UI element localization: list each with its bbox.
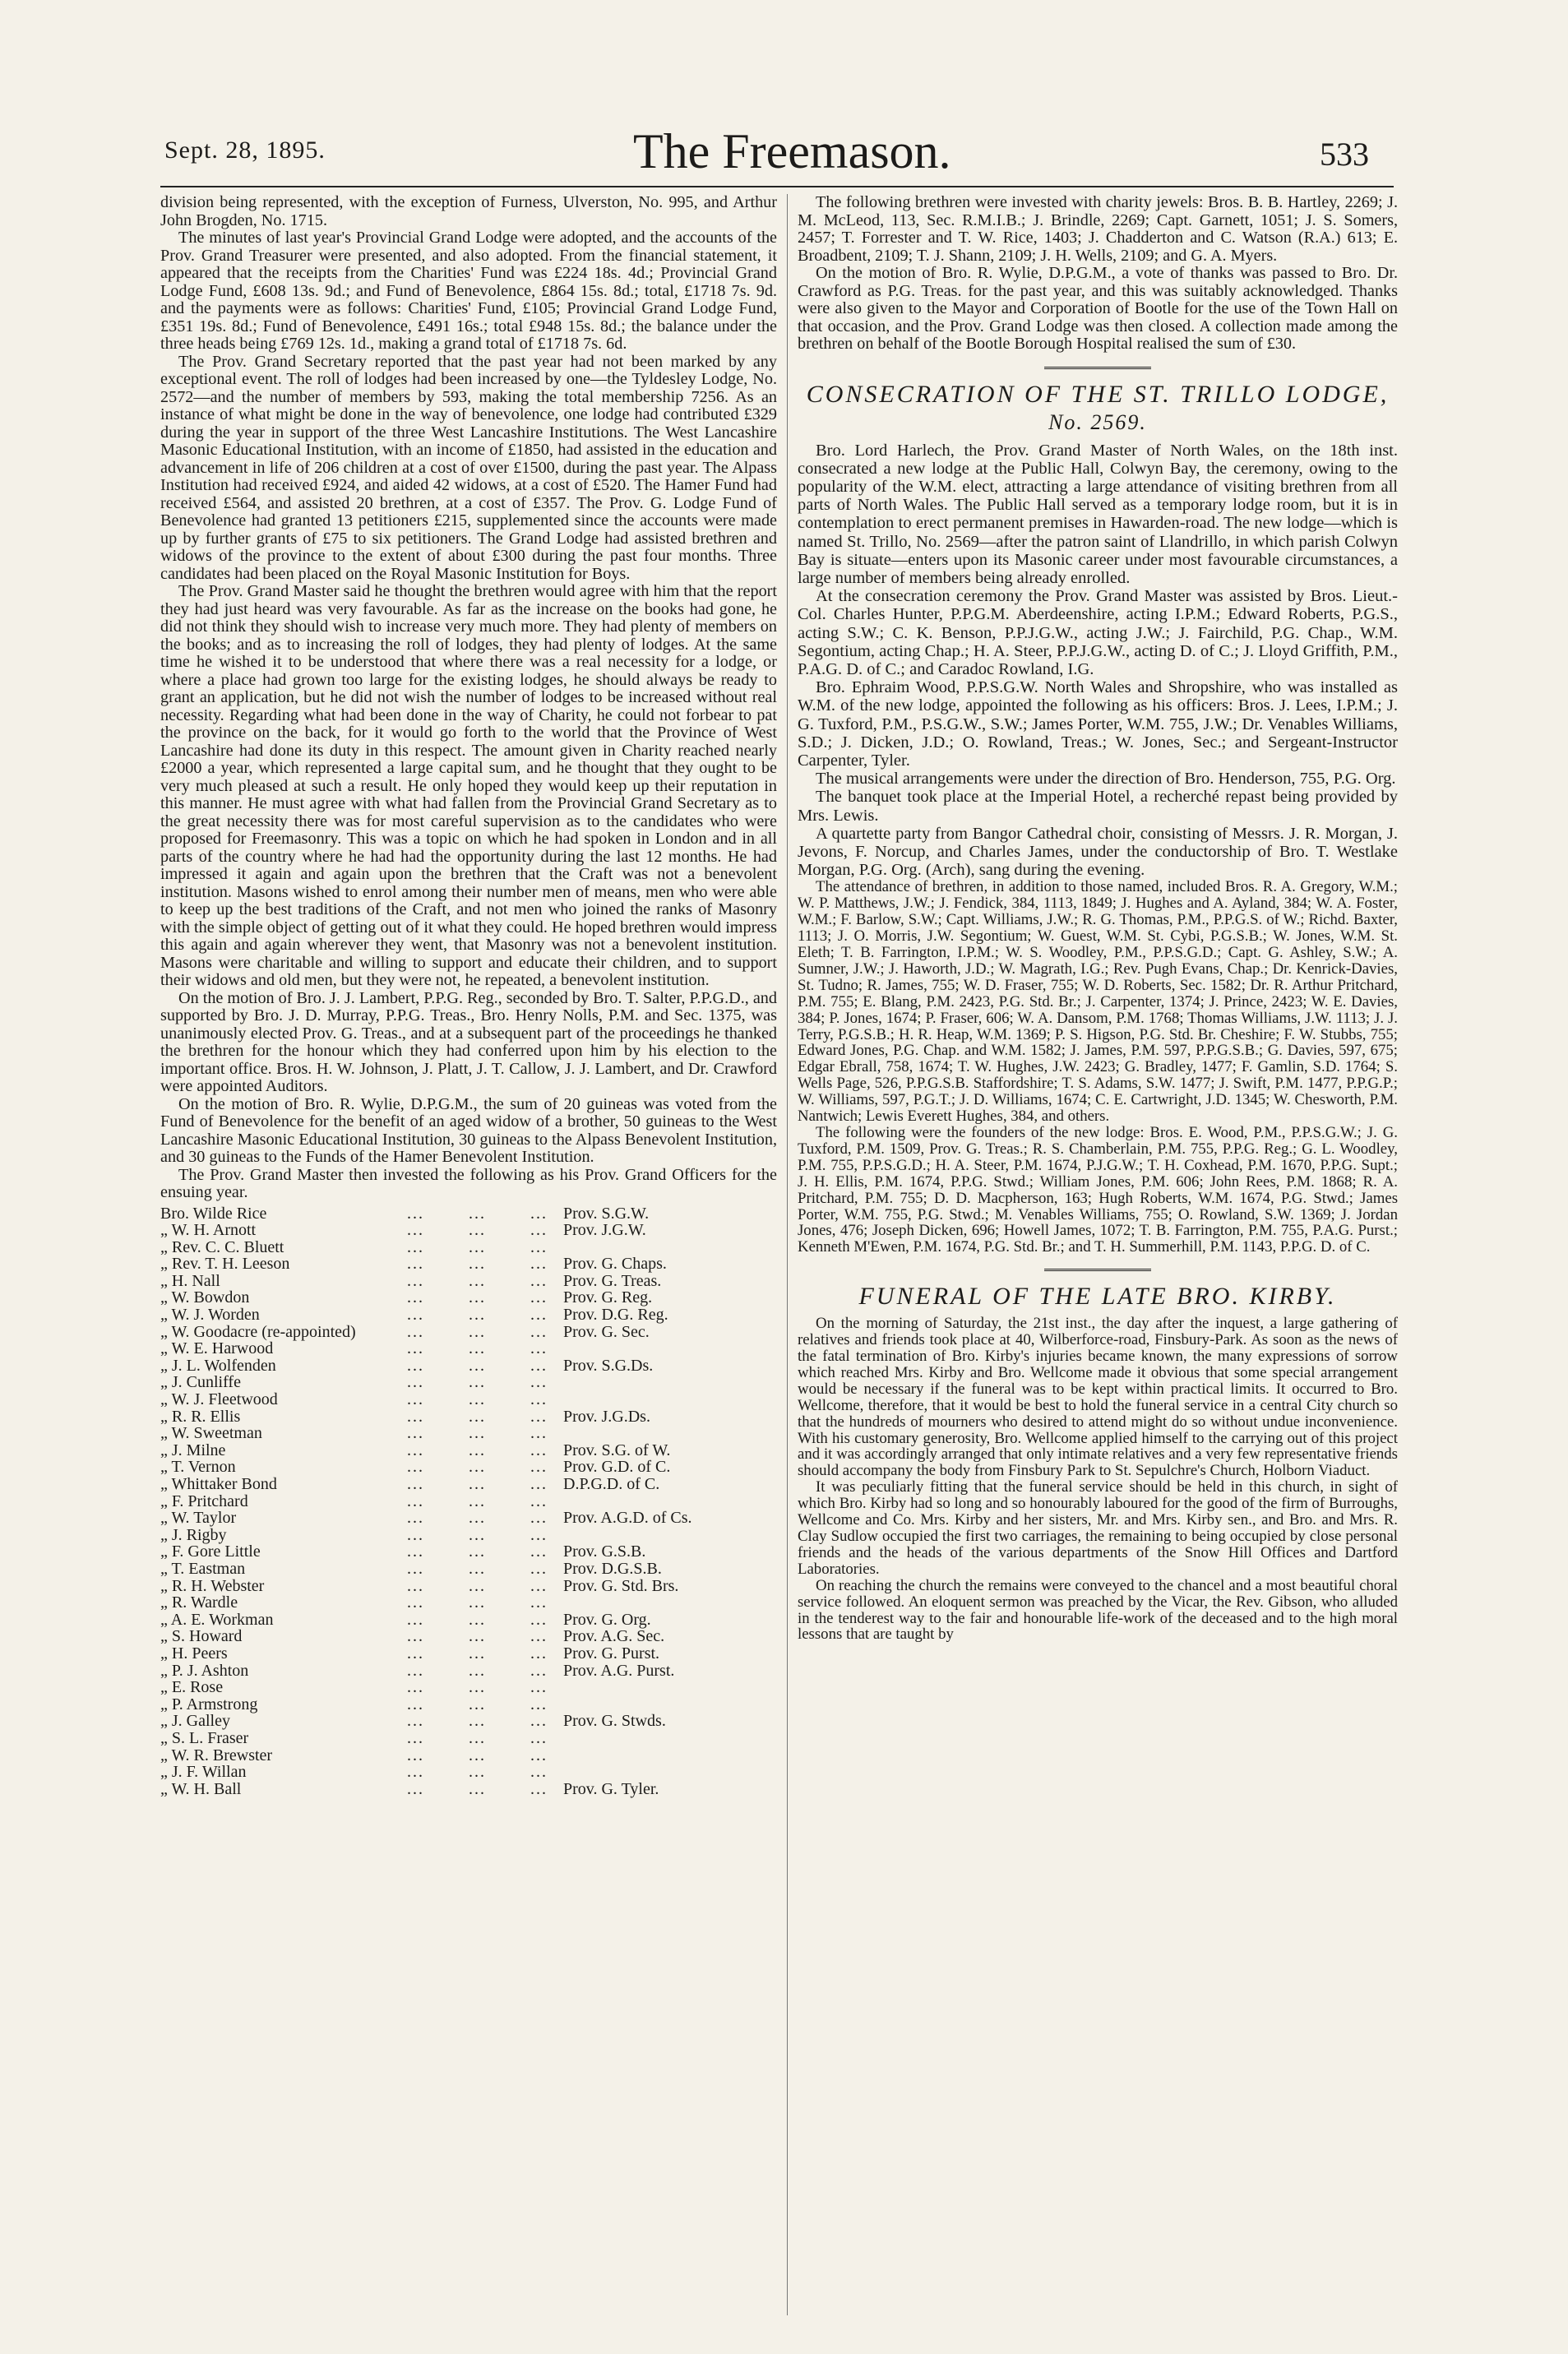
leader-dots: ... xyxy=(530,1255,548,1274)
officer-row xyxy=(160,1764,777,1781)
leader-dots: ... xyxy=(469,1491,486,1510)
officer-name: „ W. R. Brewster xyxy=(160,1746,273,1764)
masthead-rule xyxy=(160,186,1394,187)
paragraph: The following brethren were invested with charity jewels: Bros. B. B. Hartley, 2269; J. M. McLeod, 113, Sec. R.M.I.B.; J. Brindle, 2269; Capt. Garnett, 1051; J. S. Somers, 2457; T. Forrester and T. W. Rice, 1403; J. Chadderton and C. Watson (R.A.) 613; E. Broadbent, 2109; T. J. Shann, 2109; J. H. Wells, 2109; and G. A. Myers. xyxy=(798,194,1398,265)
leader-dots: ... xyxy=(530,1475,548,1493)
leader-dots: ... xyxy=(530,1204,548,1223)
officer-office xyxy=(563,1527,777,1544)
paragraph: The banquet took place at the Imperial Hotel, a recherché repast being provided by Mrs. Lewis. xyxy=(798,788,1398,825)
leader-dots: ... xyxy=(469,1593,486,1612)
leader-dots: ... xyxy=(469,1288,486,1307)
leader-dots: ... xyxy=(469,1339,486,1358)
leader-dots: ... xyxy=(407,1763,424,1782)
officer-name: „ P. J. Ashton xyxy=(160,1661,249,1680)
leader-dots: ... xyxy=(530,1779,548,1798)
officer-name: „ W. Taylor xyxy=(160,1509,237,1528)
paragraph: On the morning of Saturday, the 21st inst., the day after the inquest, a large gathering of relatives and friends took place at 40, Wilberforce-road, Finsbury-Park. As soon as the news of the fatal termination of Bro. Kirby's injuries became known, the many expressions of sorrow which reached Mrs. Kirby and Bro. Wellcome made it obvious that some special arrangement would be necessary if the funeral was to be kept within practical limits. It occurred to Bro. Wellcome, therefore, that it would be best to hold the funeral service in a central City church so that the hundreds of mourners who desired to attend might do so without undue inconvenience. With his customary generosity, Bro. Wellcome applied himself to the carrying out of this project and it was accordingly arranged that only intimate relatives and a very few representative friends should accompany the body from Finsbury Park to St. Sepulchre's Church, Holborn Viaduct. xyxy=(798,1315,1398,1480)
officer-office xyxy=(563,1493,777,1510)
officer-office: Prov. D.G.S.B. xyxy=(563,1559,662,1578)
officer-name: „ Whittaker Bond xyxy=(160,1475,277,1493)
leader-dots: ... xyxy=(407,1525,424,1544)
officer-row xyxy=(160,1391,777,1408)
issue-date: Sept. 28, 1895. xyxy=(164,136,326,164)
officer-name: „ S. L. Fraser xyxy=(160,1728,249,1747)
paragraph: The Prov. Grand Master said he thought the brethren would agree with him that the report they had just heard was very favourable. As far as the increase on the books had gone, he did not think they should wish to increase very much more. They had plenty of members on the books; and as to increasing the roll of lodges, they had plenty of lodges. At the same time he wished it to be understood that where there was a real necessity for a lodge, or where a place had grown too large for the existing lodges, he should always be ready to grant an application, but he did not wish the number of lodges to be increased without real necessity. Regarding what had been done in the way of Charity, he could not forbear to pat the province on the back, for it would go forth to the world that the Province of West Lancashire had done its duty in this respect. The amount given in Charity reached nearly £2000 a year, which represented a large capital sum, and he thought that they ought to be very much pleased at such a result. He only hoped they would keep up their reputation in this manner. He must agree with what had fallen from the Provincial Grand Secretary as to the great necessity there was for most careful supervision as to the candidates who were proposed for Freemasonry. This was a topic on which he had spoken in London and in all parts of the country where he had had the opportunity during the last 12 months. He had impressed it again and again upon the brethren that the Craft was not a benevolent institution. Masons wished to enrol among their number men of means, men who were able to keep up the best traditions of the Craft, and not men who joined the ranks of Masonry with the simple object of getting out of it what they could. He hoped brethren would impress this again and again wherever they went, that Masonry was not a benevolent institution. Masons were charitable and willing to support and educate their children, and to support their widows and old men, but they were not, he repeated, a benevolent institution. xyxy=(160,582,777,989)
officer-office: Prov. G.D. of C. xyxy=(563,1458,671,1477)
officer-name: „ F. Gore Little xyxy=(160,1542,261,1561)
officer-name: „ A. E. Workman xyxy=(160,1610,274,1629)
section-separator xyxy=(1044,1269,1151,1274)
leader-dots: ... xyxy=(407,1288,424,1307)
right-column xyxy=(798,194,1398,2324)
officer-row xyxy=(160,1747,777,1764)
officer-office: Prov. G. Tyler. xyxy=(563,1779,659,1798)
publication-title: The Freemason. xyxy=(633,124,951,178)
leader-dots: ... xyxy=(530,1288,548,1307)
officer-office: Prov. G. Std. Brs. xyxy=(563,1576,679,1595)
leader-dots: ... xyxy=(469,1728,486,1747)
leader-dots: ... xyxy=(469,1306,486,1325)
officer-name: „ R. H. Webster xyxy=(160,1576,265,1595)
officer-office: Prov. A.G. Sec. xyxy=(563,1627,665,1646)
officer-name: „ H. Nall xyxy=(160,1271,220,1290)
officer-name: „ R. Wardle xyxy=(160,1593,238,1612)
officer-name: „ W. H. Ball xyxy=(160,1779,242,1798)
leader-dots: ... xyxy=(469,1559,486,1578)
leader-dots: ... xyxy=(469,1356,486,1375)
officer-row xyxy=(160,1679,777,1696)
leader-dots: ... xyxy=(469,1271,486,1290)
officer-row xyxy=(160,1408,777,1426)
paragraph: On the motion of Bro. R. Wylie, D.P.G.M., a vote of thanks was passed to Bro. Dr. Crawford as P.G. Treas. for the past year, and this was suitably acknowledged. Thanks were also given to the Mayor and Corporation of Bootle for the use of the Town Hall on that occasion, and the Prov. Grand Lodge was then closed. A collection made among the brethren on behalf of the Bootle Borough Hospital realised the sum of £30. xyxy=(798,264,1398,353)
leader-dots: ... xyxy=(407,1373,424,1392)
leader-dots: ... xyxy=(407,1542,424,1561)
officer-row xyxy=(160,1374,777,1391)
leader-dots: ... xyxy=(530,1390,548,1409)
officer-row xyxy=(160,1425,777,1442)
leader-dots: ... xyxy=(469,1627,486,1646)
officer-name: „ Rev. C. C. Bluett xyxy=(160,1237,284,1256)
officer-office xyxy=(563,1340,777,1357)
officer-office xyxy=(563,1764,777,1781)
leader-dots: ... xyxy=(469,1746,486,1764)
officer-office xyxy=(563,1679,777,1696)
leader-dots: ... xyxy=(469,1678,486,1697)
officer-row xyxy=(160,1663,777,1680)
leader-dots: ... xyxy=(407,1678,424,1697)
officer-row xyxy=(160,1306,777,1324)
leader-dots: ... xyxy=(469,1458,486,1477)
leader-dots: ... xyxy=(530,1542,548,1561)
officer-row xyxy=(160,1476,777,1493)
leader-dots: ... xyxy=(469,1610,486,1629)
leader-dots: ... xyxy=(530,1559,548,1578)
leader-dots: ... xyxy=(469,1237,486,1256)
paragraph: On the motion of Bro. R. Wylie, D.P.G.M., the sum of 20 guineas was voted from the Fund of Benevolence for the benefit of an aged widow of a brother, 50 guineas to the West Lancashire Masonic Educational Institution, 30 guineas to the Alpass Benevolent Institution, and 30 guineas to the Funds of the Hamer Benevolent Institution. xyxy=(160,1094,777,1166)
leader-dots: ... xyxy=(407,1695,424,1713)
officer-row xyxy=(160,1222,777,1239)
leader-dots: ... xyxy=(530,1695,548,1713)
officer-name: „ F. Pritchard xyxy=(160,1491,248,1510)
officer-name: „ W. Goodacre (re-appointed) xyxy=(160,1322,356,1341)
leader-dots: ... xyxy=(530,1509,548,1528)
officer-office: Prov. J.G.Ds. xyxy=(563,1407,650,1426)
officer-row xyxy=(160,1527,777,1544)
leader-dots: ... xyxy=(469,1661,486,1680)
leader-dots: ... xyxy=(407,1339,424,1358)
leader-dots: ... xyxy=(530,1610,548,1629)
officer-office: Prov. S.G. of W. xyxy=(563,1441,671,1459)
paragraph: The musical arrangements were under the direction of Bro. Henderson, 755, P.G. Org. xyxy=(816,770,1396,789)
leader-dots: ... xyxy=(407,1322,424,1341)
paragraph: At the consecration ceremony the Prov. Grand Master was assisted by Bros. Lieut.-Col. Charles Hunter, P.P.G.M. Aberdeenshire, acting I.P.M.; Edward Roberts, P.G.S., acting S.W.; C. K. Benson, P.P.J.G.W., acting J.W.; J. Fairchild, P.G. Chap., W.M. Segontium, acting Chap.; H. A. Steer, P.P.J.G.W., acting D. of C.; J. Lloyd Griffith, P.M., P.A.G. D. of C.; and Caradoc Rowland, I.G. xyxy=(798,587,1398,678)
leader-dots: ... xyxy=(469,1525,486,1544)
leader-dots: ... xyxy=(407,1424,424,1443)
officer-office: Prov. A.G. Purst. xyxy=(563,1661,675,1680)
officer-name: „ P. Armstrong xyxy=(160,1695,258,1713)
officer-office: Prov. G. Purst. xyxy=(563,1644,660,1663)
leader-dots: ... xyxy=(469,1221,486,1240)
leader-dots: ... xyxy=(530,1237,548,1256)
officer-row xyxy=(160,1713,777,1730)
paragraph: Bro. Ephraim Wood, P.P.S.G.W. North Wales and Shropshire, who was installed as W.M. of the new lodge, appointed the following as his officers: Bros. J. Lees, I.P.M.; J. G. Tuxford, P.M., P.S.G.W., S.W.; James Porter, W.M. 755, J.W.; Dr. Venables Williams, S.D.; J. Dicken, J.D.; O. Rowland, Treas.; W. Jones, Sec.; and Sergeant-Instructor Carpenter, Tyler. xyxy=(798,678,1398,770)
officer-row xyxy=(160,1357,777,1375)
officer-office xyxy=(563,1374,777,1391)
leader-dots: ... xyxy=(469,1475,486,1493)
officer-office: Prov. G.S.B. xyxy=(563,1542,646,1561)
officer-office: Prov. G. Chaps. xyxy=(563,1255,667,1274)
leader-dots: ... xyxy=(407,1237,424,1256)
officer-name: „ J. Rigby xyxy=(160,1525,227,1544)
officer-row xyxy=(160,1493,777,1510)
officer-office: Prov. J.G.W. xyxy=(563,1221,646,1240)
paragraph: The following were the founders of the new lodge: Bros. E. Wood, P.M., P.P.S.G.W.; J. G. Tuxford, P.M. 1509, Prov. G. Treas.; R. S. Chamberlain, P.M. 755, P.P.G. Reg.; G. L. Woodley, P.M. 755, P.P.S.G.D.; H. A. Steer, P.M. 1674, P.J.G.W.; T. H. Coxhead, P.M. 1670, P.P.G. Supt.; J. H. Ellis, P.M. 1674, P.P.G. Stwd.; William Jones, P.M. 606; John Rees, P.M. 1868; R. A. Pritchard, P.M. 755; D. D. Macpherson, 163; Hugh Roberts, W.M. 1674, P.G. Stwd.; James Porter, W.M. 755, P.G. Stwd.; M. Venables Williams, 755; O. Rowland, S.W. 1369; J. Jordan Jones, 476; Joseph Dicken, 696; Howell James, 1072; T. B. Farrington, P.M. 755, P.A.G. Purst.; Kenneth M'Ewen, P.M. 1674, P.G. Std. Br.; and T. H. Summerhill, P.M. 1143, P.P.G. D. of C. xyxy=(798,1123,1398,1256)
heading-text: CONSECRATION OF THE ST. TRILLO LODGE, xyxy=(806,380,1390,408)
paragraph: Bro. Lord Harlech, the Prov. Grand Master of North Wales, on the 18th inst. consecrated a new lodge at the Public Hall, Colwyn Bay, the ceremony, owing to the popularity of the W.M. elect, attracting a large attendance of visiting brethren from all parts of North Wales. The Public Hall served as a temporary lodge room, but it is in contemplation to erect permanent premises in Hawarden-road. The new lodge—which is named St. Trillo, No. 2569—after the patron saint of Llandrillo, in which parish Colwyn Bay is situate—enters upon its Masonic career under most favourable circumstances, a large number of members being already enrolled. xyxy=(798,441,1398,587)
officer-office xyxy=(563,1425,777,1442)
paragraph: On the motion of Bro. J. J. Lambert, P.P.G. Reg., seconded by Bro. T. Salter, P.P.G.D., and supported by Bro. J. D. Murray, P.P.G. Treas., Bro. Henry Nolls, P.M. and Sec. 1375, was unanimously elected Prov. G. Treas., and at a subsequent part of the proceedings he thanked the brethren for the honour which they had conferred upon him by his election to the important office. Bros. H. W. Johnson, J. Platt, J. T. Callow, J. J. Lambert, and Dr. Crawford were appointed Auditors. xyxy=(160,988,777,1095)
section-heading-consecration xyxy=(798,381,1398,437)
officer-name: „ S. Howard xyxy=(160,1627,243,1646)
officer-office xyxy=(563,1239,777,1256)
leader-dots: ... xyxy=(530,1763,548,1782)
officer-name: „ T. Vernon xyxy=(160,1458,236,1477)
leader-dots: ... xyxy=(469,1424,486,1443)
officer-row xyxy=(160,1442,777,1459)
officer-office: Prov. A.G.D. of Cs. xyxy=(563,1509,692,1528)
leader-dots: ... xyxy=(469,1255,486,1274)
leader-dots: ... xyxy=(530,1678,548,1697)
leader-dots: ... xyxy=(407,1644,424,1663)
leader-dots: ... xyxy=(469,1576,486,1595)
page-number: 533 xyxy=(1320,136,1369,173)
leader-dots: ... xyxy=(469,1712,486,1731)
leader-dots: ... xyxy=(530,1576,548,1595)
officer-name: „ W. E. Harwood xyxy=(160,1339,274,1358)
officer-row xyxy=(160,1459,777,1476)
officer-row xyxy=(160,1730,777,1747)
officer-row xyxy=(160,1239,777,1256)
officer-row xyxy=(160,1645,777,1663)
heading-lodge-number: No. 2569. xyxy=(1048,409,1147,434)
officer-office: Prov. G. Stwds. xyxy=(563,1712,666,1731)
officer-office xyxy=(563,1730,777,1747)
officer-row xyxy=(160,1205,777,1223)
leader-dots: ... xyxy=(530,1221,548,1240)
leader-dots: ... xyxy=(530,1458,548,1477)
paragraph: The Prov. Grand Master then invested the following as his Prov. Grand Officers for the ensuing year. xyxy=(160,1165,777,1201)
officer-office: Prov. G. Reg. xyxy=(563,1288,653,1307)
left-column xyxy=(160,194,777,2324)
leader-dots: ... xyxy=(469,1322,486,1341)
officer-office: Prov. D.G. Reg. xyxy=(563,1306,668,1325)
leader-dots: ... xyxy=(469,1779,486,1798)
leader-dots: ... xyxy=(407,1779,424,1798)
section-heading-funeral: FUNERAL OF THE LATE BRO. KIRBY. xyxy=(858,1283,1337,1311)
leader-dots: ... xyxy=(407,1306,424,1325)
leader-dots: ... xyxy=(469,1407,486,1426)
leader-dots: ... xyxy=(530,1661,548,1680)
leader-dots: ... xyxy=(530,1356,548,1375)
leader-dots: ... xyxy=(407,1271,424,1290)
section-separator xyxy=(1044,367,1151,372)
officer-name: „ R. R. Ellis xyxy=(160,1407,241,1426)
officer-name: „ J. Milne xyxy=(160,1441,226,1459)
officer-office: Prov. G. Treas. xyxy=(563,1271,662,1290)
officer-office: Prov. G. Org. xyxy=(563,1610,651,1629)
leader-dots: ... xyxy=(407,1475,424,1493)
leader-dots: ... xyxy=(530,1306,548,1325)
officer-office: D.P.G.D. of C. xyxy=(563,1475,660,1493)
officer-name: „ E. Rose xyxy=(160,1678,224,1697)
leader-dots: ... xyxy=(407,1491,424,1510)
leader-dots: ... xyxy=(530,1322,548,1341)
paragraph: On reaching the church the remains were conveyed to the chancel and a most beautiful choral service followed. An eloquent sermon was preached by the Vicar, the Rev. Gibson, who alluded in the tenderest way to the fair and honourable life-work of the deceased and to the high moral lessons that are taught by xyxy=(798,1576,1398,1644)
officer-name: „ J. F. Willan xyxy=(160,1763,247,1782)
leader-dots: ... xyxy=(469,1204,486,1223)
leader-dots: ... xyxy=(469,1542,486,1561)
officer-name: „ W. Bowdon xyxy=(160,1288,250,1307)
paragraph: The attendance of brethren, in addition to those named, included Bros. R. A. Gregory, W.M.; W. P. Matthews, J.W.; J. Fendick, 384, 1113, 1849; J. Hughes and A. Ayland, 384; W. A. Foster, W.M.; F. Barlow, S.W.; Capt. Williams, J.W.; R. G. Thomas, P.M., P.P.G.S. of W.; Richd. Baxter, 1113; J. O. Morris, J.W. Segontium; W. Guest, W.M. St. Cybi, P.G.S.B.; W. Jones, W.M. St. Eleth; T. B. Farrington, I.P.M.; W. S. Woodley, P.M., P.P.S.G.D.; Capt. G. Ashley, S.W.; A. Sumner, J.W.; J. Haworth, J.D.; W. Magrath, I.G.; Rev. Pugh Evans, Chap.; Dr. Kenrick-Davies, St. Tudno; R. James, 755; W. D. Fraser, 755; W. D. Roberts, Sec. 1582; Dr. R. Arthur Pritchard, P.M. 755; E. Blang, P.M. 2423, P.G. Std. Br.; J. Carpenter, 1374; J. Prince, 2423; W. E. Davies, 384; P. Jones, 1674; P. Fraser, 606; W. A. Dansom, P.M. 1768; Thomas Williams, J.W. 1113; J. J. Terry, P.G.S.B.; H. R. Heap, W.M. 1369; P. S. Higson, P.G. Std. Br. Cheshire; F. W. Stubbs, 755; Edward Jones, P.G. Chap. and W.M. 1582; J. James, P.M. 597, P.P.G.S.B.; G. Davies, 597, 675; Edgar Ebrall, 758, 1674; T. W. Hughes, J.W. 2423; G. Bradley, 1477; F. Gamlin, S.D. 1764; S. Wells Page, 526, P.P.G.S.B. Staffordshire; T. S. Adams, S.W. 1477; J. Swift, P.M. 1477, P.P.G.P.; W. Williams, 597, P.G.T.; J. D. Williams, 1674; C. E. Cartwright, J.D. 1345; W. Chesworth, P.M. Nantwich; Lewis Everett Hughes, 384, and others. xyxy=(798,878,1398,1126)
leader-dots: ... xyxy=(407,1746,424,1764)
leader-dots: ... xyxy=(407,1204,424,1223)
leader-dots: ... xyxy=(469,1644,486,1663)
officer-row xyxy=(160,1324,777,1341)
leader-dots: ... xyxy=(407,1390,424,1409)
leader-dots: ... xyxy=(530,1373,548,1392)
paragraph: The minutes of last year's Provincial Grand Lodge were adopted, and the accounts of the Prov. Grand Treasurer were presented, and also adopted. From the financial statement, it appeared that the receipts from the Charities' Fund was £224 18s. 4d.; Provincial Grand Lodge Fund, £608 13s. 9d.; and Fund of Benevolence, £864 15s. 8d.; total, £1718 7s. 9d. and the payments were as follows: Charities' Fund, £105; Provincial Grand Lodge Fund, £351 19s. 8d.; Fund of Benevolence, £491 16s.; total £948 15s. 8d.; the balance under the three heads being £769 12s. 1d., making a grand total of £1718 7s. 6d. xyxy=(160,229,777,353)
paragraph: It was peculiarly fitting that the funeral service should be held in this church, in sight of which Bro. Kirby had so long and so honourably laboured for the good of the firm of Burroughs, Wellcome and Co. Mrs. Kirby and her sisters, Mr. and Mrs. Kirby sen., and Bro. and Mrs. R. Clay Sudlow occupied the first two carriages, the remaining to being occupied by close personal friends and the heads of the various departments of the Snow Hill Offices and Dartford Laboratories. xyxy=(798,1478,1398,1578)
officers-list xyxy=(160,1205,777,1798)
masthead xyxy=(0,0,1568,189)
officer-name: „ T. Eastman xyxy=(160,1559,246,1578)
leader-dots: ... xyxy=(530,1746,548,1764)
officer-office xyxy=(563,1696,777,1713)
leader-dots: ... xyxy=(530,1728,548,1747)
paragraph: A quartette party from Bangor Cathedral choir, consisting of Messrs. J. R. Morgan, J. Jevons, F. Norcup, and Charles James, under the conductorship of Bro. T. Westlake Morgan, P.G. Org. (Arch), sang during the evening. xyxy=(798,824,1398,880)
leader-dots: ... xyxy=(530,1491,548,1510)
officer-office xyxy=(563,1594,777,1612)
leader-dots: ... xyxy=(530,1525,548,1544)
officer-row xyxy=(160,1340,777,1357)
leader-dots: ... xyxy=(407,1441,424,1459)
paragraph: division being represented, with the exception of Furness, Ulverston, No. 995, and Arthur John Brogden, No. 1715. xyxy=(160,194,777,229)
leader-dots: ... xyxy=(407,1509,424,1528)
leader-dots: ... xyxy=(530,1593,548,1612)
leader-dots: ... xyxy=(407,1661,424,1680)
officer-row xyxy=(160,1273,777,1290)
leader-dots: ... xyxy=(407,1559,424,1578)
leader-dots: ... xyxy=(407,1728,424,1747)
leader-dots: ... xyxy=(530,1407,548,1426)
officer-office xyxy=(563,1391,777,1408)
leader-dots: ... xyxy=(469,1441,486,1459)
officer-name: Bro. Wilde Rice xyxy=(160,1204,267,1223)
paragraph: The Prov. Grand Secretary reported that the past year had not been marked by any exceptional event. The roll of lodges had been increased by one—the Tyldesley Lodge, No. 2572—and the number of members by 593, making the total membership 7256. As an instance of what might be done in the way of benevolence, one lodge had contributed £329 during the year in support of the three West Lancashire Institutions. The West Lancashire Masonic Educational Institution, with an income of £1850, had assisted in the education and advancement in life of 206 children at a cost of over £1500, during the past year. The Alpass Institution had received £924, and aided 42 widows, at a cost of £520. The Hamer Fund had received £564, and assisted 20 brethren, at a cost of £357. The Prov. G. Lodge Fund of Benevolence had granted 13 petitioners £215, supplemented since the accounts were made up by further grants of £75 to six petitioners. The Grand Lodge had assisted brethren and widows of the province to the extent of about £300 during the past four months. Three candidates had been placed on the Royal Masonic Institution for Boys. xyxy=(160,352,777,583)
officer-row xyxy=(160,1781,777,1798)
leader-dots: ... xyxy=(530,1712,548,1731)
consecration-article xyxy=(798,442,1398,880)
officer-office: Prov. G. Sec. xyxy=(563,1322,650,1341)
officer-office xyxy=(563,1747,777,1764)
officer-row xyxy=(160,1628,777,1645)
officer-row xyxy=(160,1289,777,1306)
leader-dots: ... xyxy=(407,1407,424,1426)
officer-row xyxy=(160,1594,777,1612)
leader-dots: ... xyxy=(407,1356,424,1375)
officer-name: „ J. L. Wolfenden xyxy=(160,1356,276,1375)
leader-dots: ... xyxy=(407,1593,424,1612)
attendance-list xyxy=(798,879,1398,1256)
officer-office: Prov. S.G.W. xyxy=(563,1204,650,1223)
officer-name: „ W. Sweetman xyxy=(160,1424,262,1443)
leader-dots: ... xyxy=(407,1576,424,1595)
officer-row xyxy=(160,1543,777,1561)
leader-dots: ... xyxy=(530,1271,548,1290)
leader-dots: ... xyxy=(469,1695,486,1713)
officer-name: „ W. J. Worden xyxy=(160,1306,260,1325)
officer-name: „ Rev. T. H. Leeson xyxy=(160,1255,290,1274)
column-divider xyxy=(787,194,788,2315)
leader-dots: ... xyxy=(530,1424,548,1443)
funeral-article xyxy=(798,1316,1398,1643)
officer-row xyxy=(160,1696,777,1713)
leader-dots: ... xyxy=(469,1373,486,1392)
leader-dots: ... xyxy=(530,1644,548,1663)
officer-row xyxy=(160,1510,777,1527)
officer-row xyxy=(160,1578,777,1595)
leader-dots: ... xyxy=(407,1627,424,1646)
leader-dots: ... xyxy=(530,1627,548,1646)
officer-name: „ J. Galley xyxy=(160,1712,230,1731)
officer-office: Prov. S.G.Ds. xyxy=(563,1356,654,1375)
leader-dots: ... xyxy=(530,1441,548,1459)
officer-row xyxy=(160,1256,777,1273)
leader-dots: ... xyxy=(407,1221,424,1240)
officer-row xyxy=(160,1612,777,1629)
leader-dots: ... xyxy=(469,1763,486,1782)
leader-dots: ... xyxy=(469,1509,486,1528)
officer-name: „ W. H. Arnott xyxy=(160,1221,257,1240)
leader-dots: ... xyxy=(407,1458,424,1477)
officer-row xyxy=(160,1561,777,1578)
leader-dots: ... xyxy=(469,1390,486,1409)
leader-dots: ... xyxy=(407,1610,424,1629)
leader-dots: ... xyxy=(530,1339,548,1358)
officer-name: „ H. Peers xyxy=(160,1644,228,1663)
leader-dots: ... xyxy=(407,1255,424,1274)
officer-name: „ W. J. Fleetwood xyxy=(160,1390,278,1409)
leader-dots: ... xyxy=(407,1712,424,1731)
officer-name: „ J. Cunliffe xyxy=(160,1373,241,1392)
